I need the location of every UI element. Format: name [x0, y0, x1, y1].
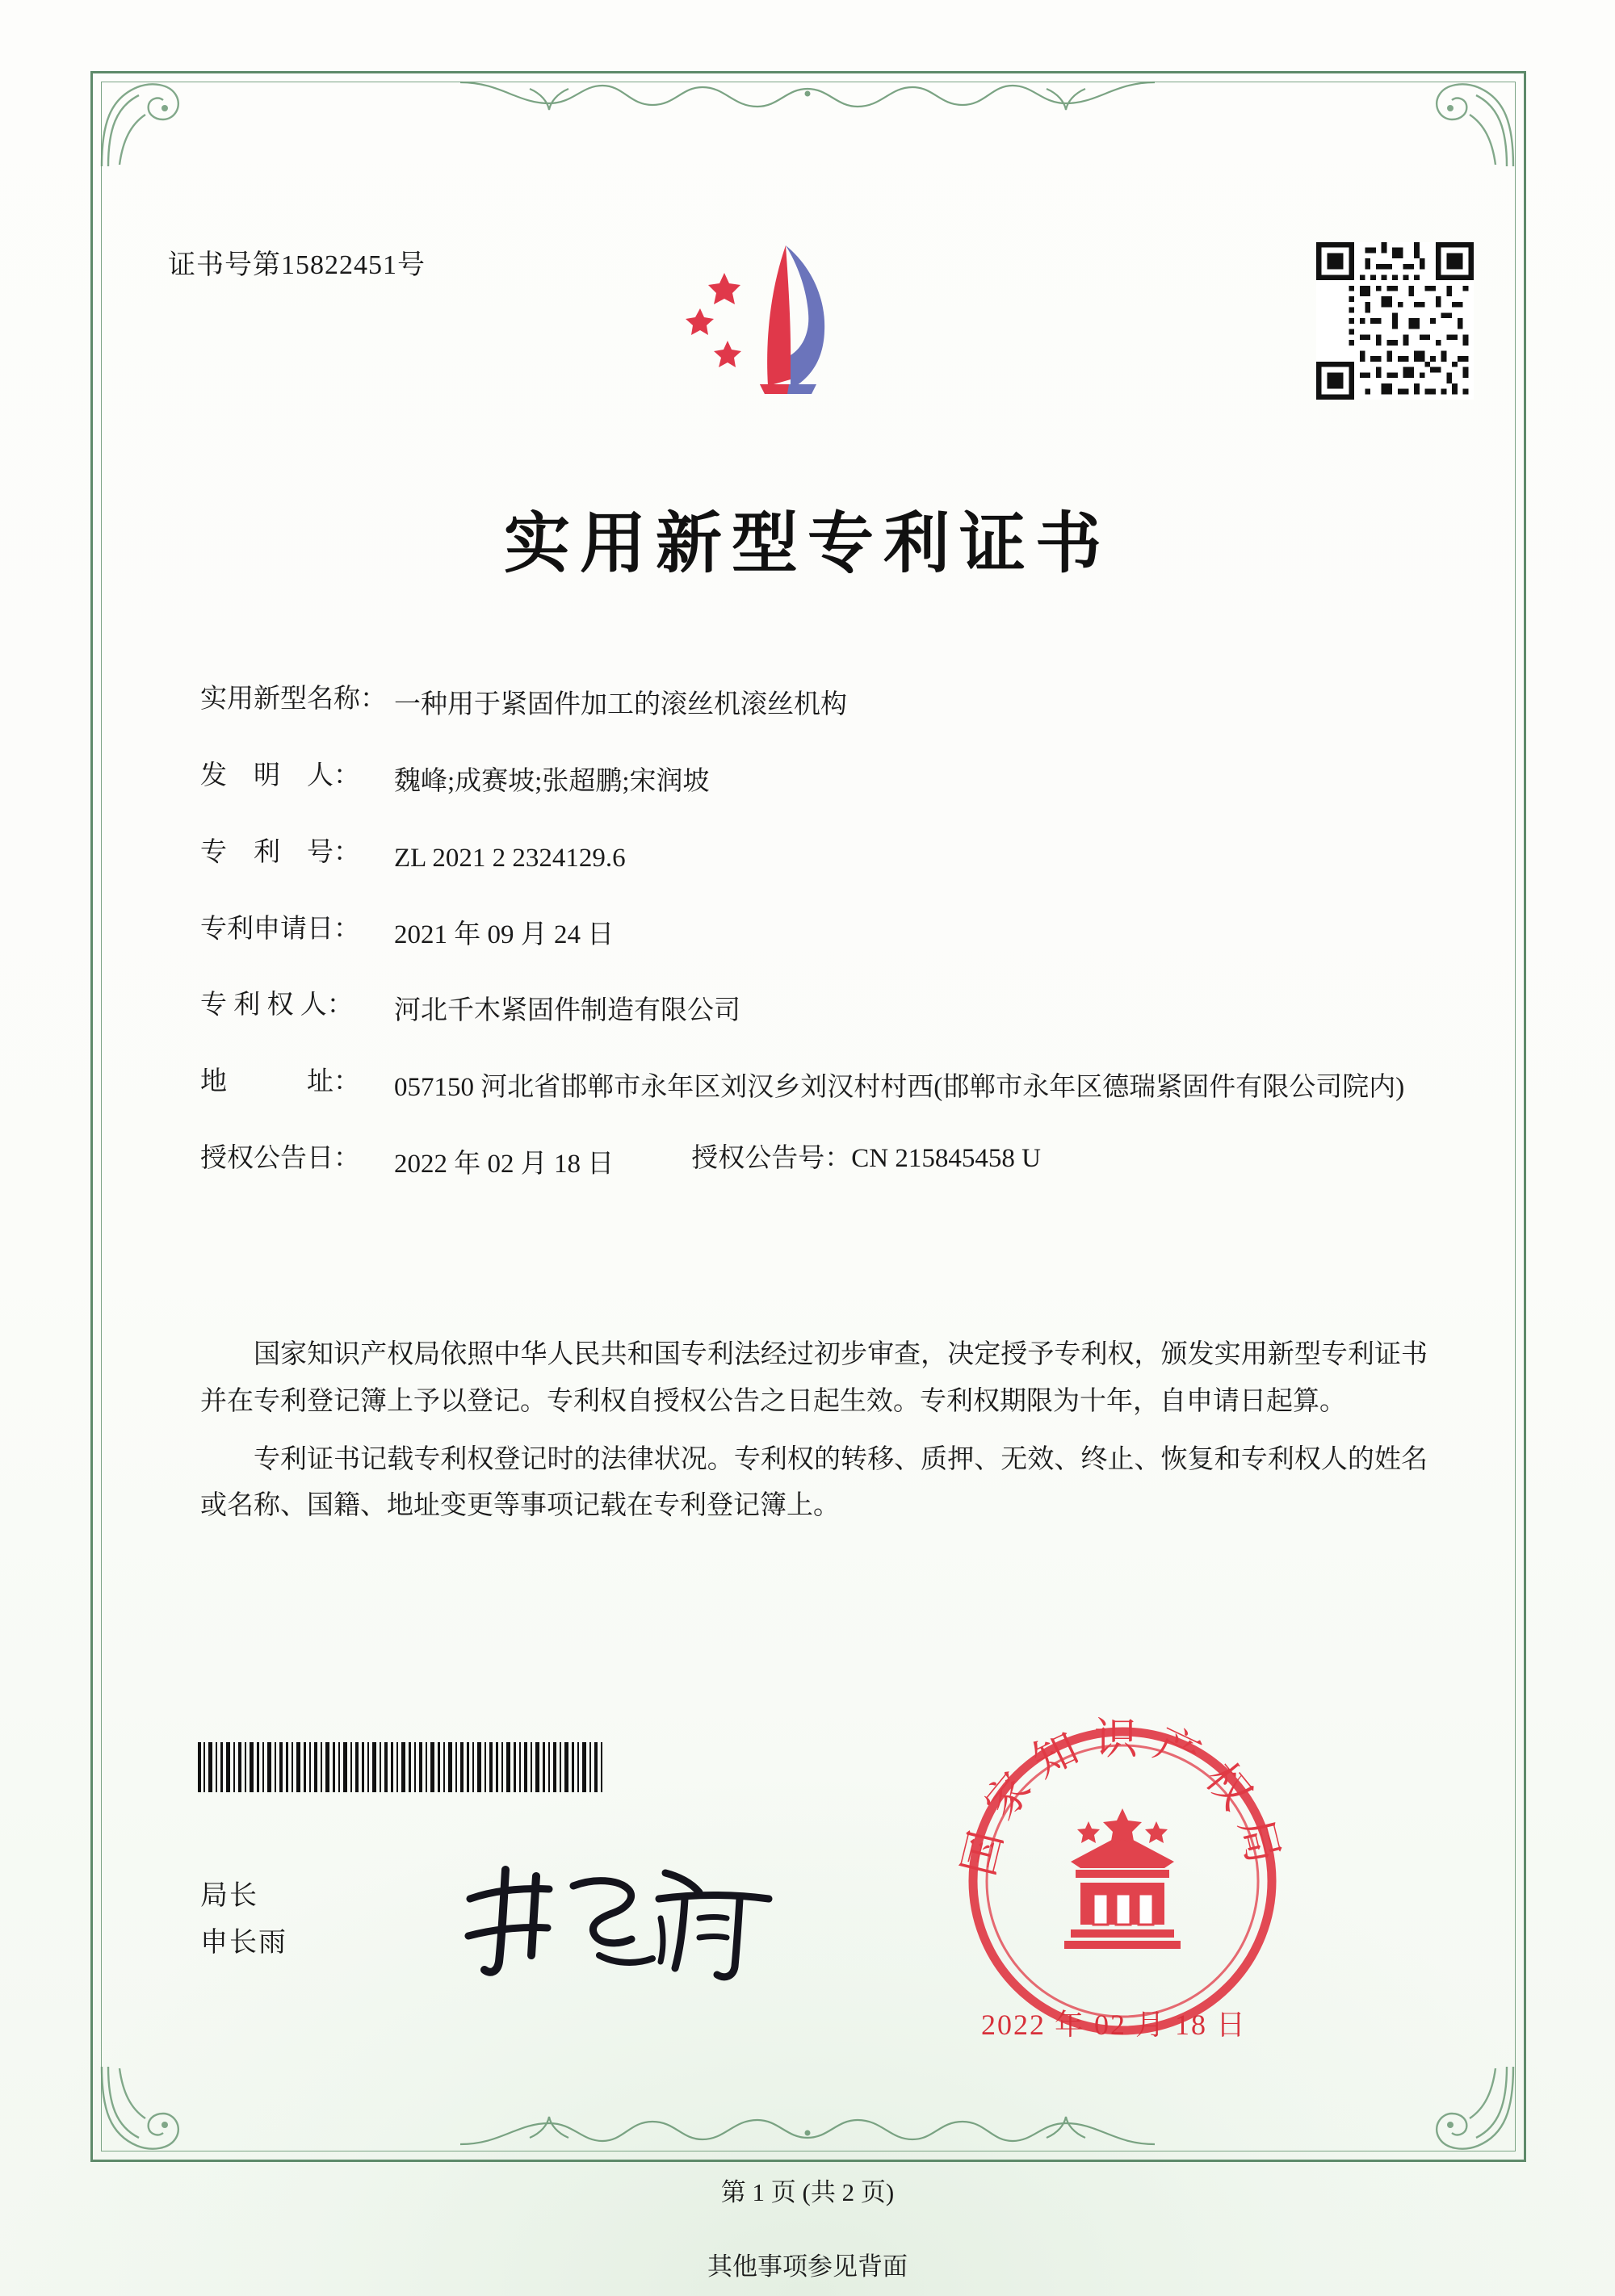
scroll-ornament-top [452, 74, 1163, 128]
corner-ornament-top-right [1423, 76, 1520, 173]
handwritten-signature-icon [452, 1849, 791, 1986]
certificate-fields [200, 686, 1428, 1222]
field-label: 专 利 权 人： [200, 991, 354, 1020]
director-title: 局长 [200, 1881, 258, 1911]
seal-date: 2022 年 02 月 18 日 [981, 2009, 1248, 2041]
svg-text:国家知识产权局: 国家知识产权局 [953, 1713, 1292, 1881]
field-inventors [200, 760, 1428, 802]
field-value: 2021 年 09 月 24 日 [394, 920, 615, 949]
paragraph-2: 专利证书记载专利权登记时的法律状况。专利权的转移、质押、无效、终止、恢复和专利权人的姓名或名称、国籍、地址变更等事项记载在专利登记簿上。 [200, 1444, 1428, 1521]
field-patent-number [200, 837, 1428, 878]
field-label: 实用新型名称： [200, 685, 387, 714]
director-block [200, 1873, 287, 1967]
qr-code-icon [1316, 242, 1474, 400]
corner-ornament-bottom-right [1423, 2060, 1520, 2157]
announcement-number-label: 授权公告号： [691, 1144, 852, 1174]
field-label: 专利申请日： [200, 914, 360, 944]
field-utility-model-name [200, 686, 1428, 725]
barcode-icon [198, 1742, 610, 1792]
director-name: 申长雨 [200, 1927, 287, 1958]
field-address [200, 1069, 1428, 1108]
field-value: 河北千木紧固件制造有限公司 [394, 996, 740, 1026]
field-label: 发 明 人： [200, 760, 360, 790]
official-seal [953, 1712, 1292, 2051]
back-page-note: 其他事项参见背面 [707, 2252, 908, 2281]
field-value: 057150 河北省邯郸市永年区刘汉乡刘汉村村西(邯郸市永年区德瑞紧固件有限公司院内) [394, 1073, 1405, 1103]
scroll-ornament-bottom [452, 2099, 1163, 2152]
field-announcement [200, 1146, 1428, 1184]
page-title: 实用新型专利证书 [503, 505, 1111, 582]
announcement-date-value: 2022 年 02 月 18 日 [394, 1150, 615, 1179]
field-label: 专 利 号： [200, 837, 360, 867]
field-value: 一种用于紧固件加工的滚丝机滚丝机构 [394, 690, 847, 719]
field-value: 魏峰;成赛坡;张超鹏;宋润坡 [394, 766, 710, 796]
field-patentee [200, 992, 1428, 1031]
page-number: 第 1 页 (共 2 页) [720, 2178, 895, 2206]
cnipa-logo-icon [682, 234, 892, 412]
legal-text [200, 1332, 1428, 1541]
field-label: 地 址： [200, 1067, 360, 1097]
corner-ornament-top-left [95, 76, 192, 173]
field-application-date [200, 916, 1428, 955]
corner-ornament-bottom-left [95, 2060, 192, 2157]
field-value: ZL 2021 2 2324129.6 [394, 843, 626, 873]
announcement-date-label: 授权公告日： [200, 1144, 360, 1174]
paragraph-1: 国家知识产权局依照中华人民共和国专利法经过初步审查，决定授予专利权，颁发实用新型专利证书并在专利登记簿上予以登记。专利权自授权公告之日起生效。专利权期限为十年，自申请日起算。 [200, 1340, 1428, 1416]
announcement-number-value: CN 215845458 U [851, 1144, 1041, 1174]
certificate-number: 证书号第15822451号 [168, 250, 426, 280]
